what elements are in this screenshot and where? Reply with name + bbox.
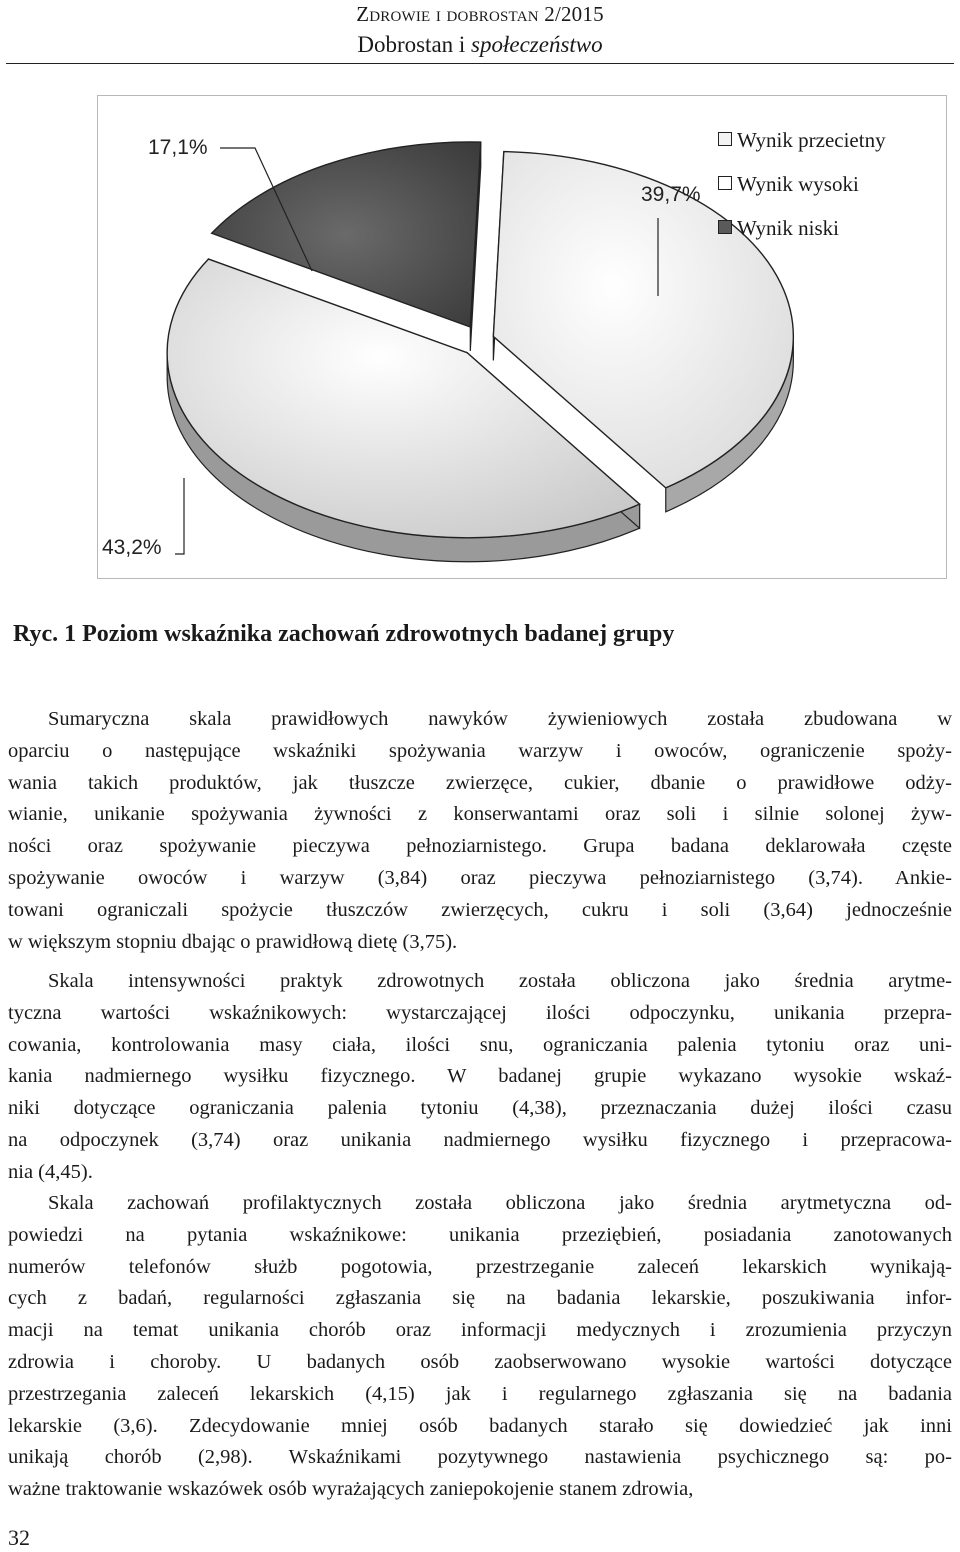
- journal-issue: 2/2015: [544, 2, 604, 26]
- paragraph-preventive-behaviour: [8, 1188, 952, 1506]
- text-line: wianie, unikanie spożywania żywności z konserwantami oraz soli i silnie solonej żyw-: [8, 803, 952, 826]
- text-line: w większym stopniu dbając o prawidłową dietę (3,75).: [8, 930, 458, 953]
- legend-swatch-high: [718, 176, 732, 190]
- header-rule: [6, 63, 954, 64]
- legend-swatch-low: [718, 220, 732, 234]
- text-line: lekarskie (3,6). Zdecydowanie mniej osób badanych starało się dowiedzieć jak inni: [8, 1414, 952, 1437]
- text-line: zdrowia i choroby. U badanych osób zaobserwowano wysokie wartości dotyczące: [8, 1350, 952, 1373]
- legend-label-high: Wynik wysoki: [737, 172, 859, 196]
- text-line: ności oraz spożywanie pieczywa pełnoziarnistego. Grupa badana deklarowała częste: [8, 835, 952, 858]
- section-title-plain: Dobrostan i: [357, 32, 466, 57]
- paragraph-diet: [8, 704, 952, 958]
- text-line: ważne traktowanie wskazówek osób wyrażających zaniepokojenie stanem zdrowia,: [8, 1478, 694, 1501]
- text-line: Skala intensywności praktyk zdrowotnych została obliczona jako średnia arytme-: [48, 970, 952, 992]
- text-line: niki dotyczące ograniczania palenia tytoniu (4,38), przeznaczania dużej ilości czasu: [8, 1097, 952, 1120]
- legend-swatch-average: [718, 132, 732, 146]
- pie-chart-figure: [97, 95, 947, 579]
- journal-title: [0, 0, 960, 28]
- text-line: spożywanie owoców i warzyw (3,84) oraz pieczywa pełnoziarnistego (3,74). Ankie-: [8, 866, 952, 889]
- slice-value-label: 43,2%: [102, 536, 162, 559]
- journal-name: Zdrowie i dobrostan: [356, 2, 539, 26]
- slice-value-label: 17,1%: [148, 136, 208, 159]
- page-number: 32: [8, 1525, 30, 1550]
- paragraph-health-practices: [8, 966, 952, 1189]
- section-title-italic: społeczeństwo: [471, 32, 603, 57]
- leader-line: [175, 478, 184, 554]
- text-line: unikają chorób (2,98). Wskaźnikami pozytywnego nastawienia psychicznego są: po-: [8, 1446, 952, 1469]
- slice-value-label: 39,7%: [641, 183, 701, 206]
- legend-label-average: Wynik przecietny: [737, 128, 886, 152]
- text-line: powiedzi na pytania wskaźnikowe: unikania przeziębień, posiadania zanotowanych: [8, 1223, 952, 1246]
- text-line: wania takich produktów, jak tłuszcze zwierzęce, cukier, dbanie o prawidłowe odży-: [8, 771, 952, 794]
- text-line: tyczna wartości wskaźnikowych: wystarczającej ilości odpoczynku, unikania przepra-: [8, 1001, 952, 1024]
- text-line: przestrzegania zaleceń lekarskich (4,15) jak i regularnego zgłaszania się na badania: [8, 1382, 952, 1405]
- text-line: nia (4,45).: [8, 1160, 93, 1183]
- text-line: kania nadmiernego wysiłku fizycznego. W badanej grupie wykazano wysokie wskaź-: [8, 1065, 952, 1088]
- text-line: Sumaryczna skala prawidłowych nawyków żywieniowych została zbudowana w: [48, 708, 952, 730]
- legend-label-low: Wynik niski: [737, 216, 839, 240]
- pie-chart: [98, 96, 946, 578]
- text-line: cowania, kontrolowania masy ciała, ilości snu, ograniczania palenia tytoniu oraz uni-: [8, 1033, 952, 1056]
- text-line: Skala zachowań profilaktycznych została obliczona jako średnia arytmetyczna od-: [48, 1192, 952, 1214]
- text-line: numerów telefonów służb pogotowia, przestrzeganie zaleceń lekarskich wynikają-: [8, 1255, 952, 1278]
- figure-caption: Ryc. 1 Poziom wskaźnika zachowań zdrowotnych badanej grupy: [13, 621, 675, 647]
- text-line: na odpoczynek (3,74) oraz unikania nadmiernego wysiłku fizycznego i przepracowa-: [8, 1128, 952, 1151]
- text-line: cych z badań, regularności zgłaszania się na badania lekarskie, poszukiwania infor-: [8, 1287, 952, 1310]
- text-line: towani ograniczali spożycie tłuszczów zwierzęcych, cukru i soli (3,64) jednocześnie: [8, 898, 952, 921]
- section-title: [0, 30, 960, 60]
- text-line: oparciu o następujące wskaźniki spożywania warzyw i owoców, ograniczenie spoży-: [8, 739, 952, 762]
- text-line: macji na temat unikania chorób oraz informacji medycznych i zrozumienia przyczyn: [8, 1319, 952, 1342]
